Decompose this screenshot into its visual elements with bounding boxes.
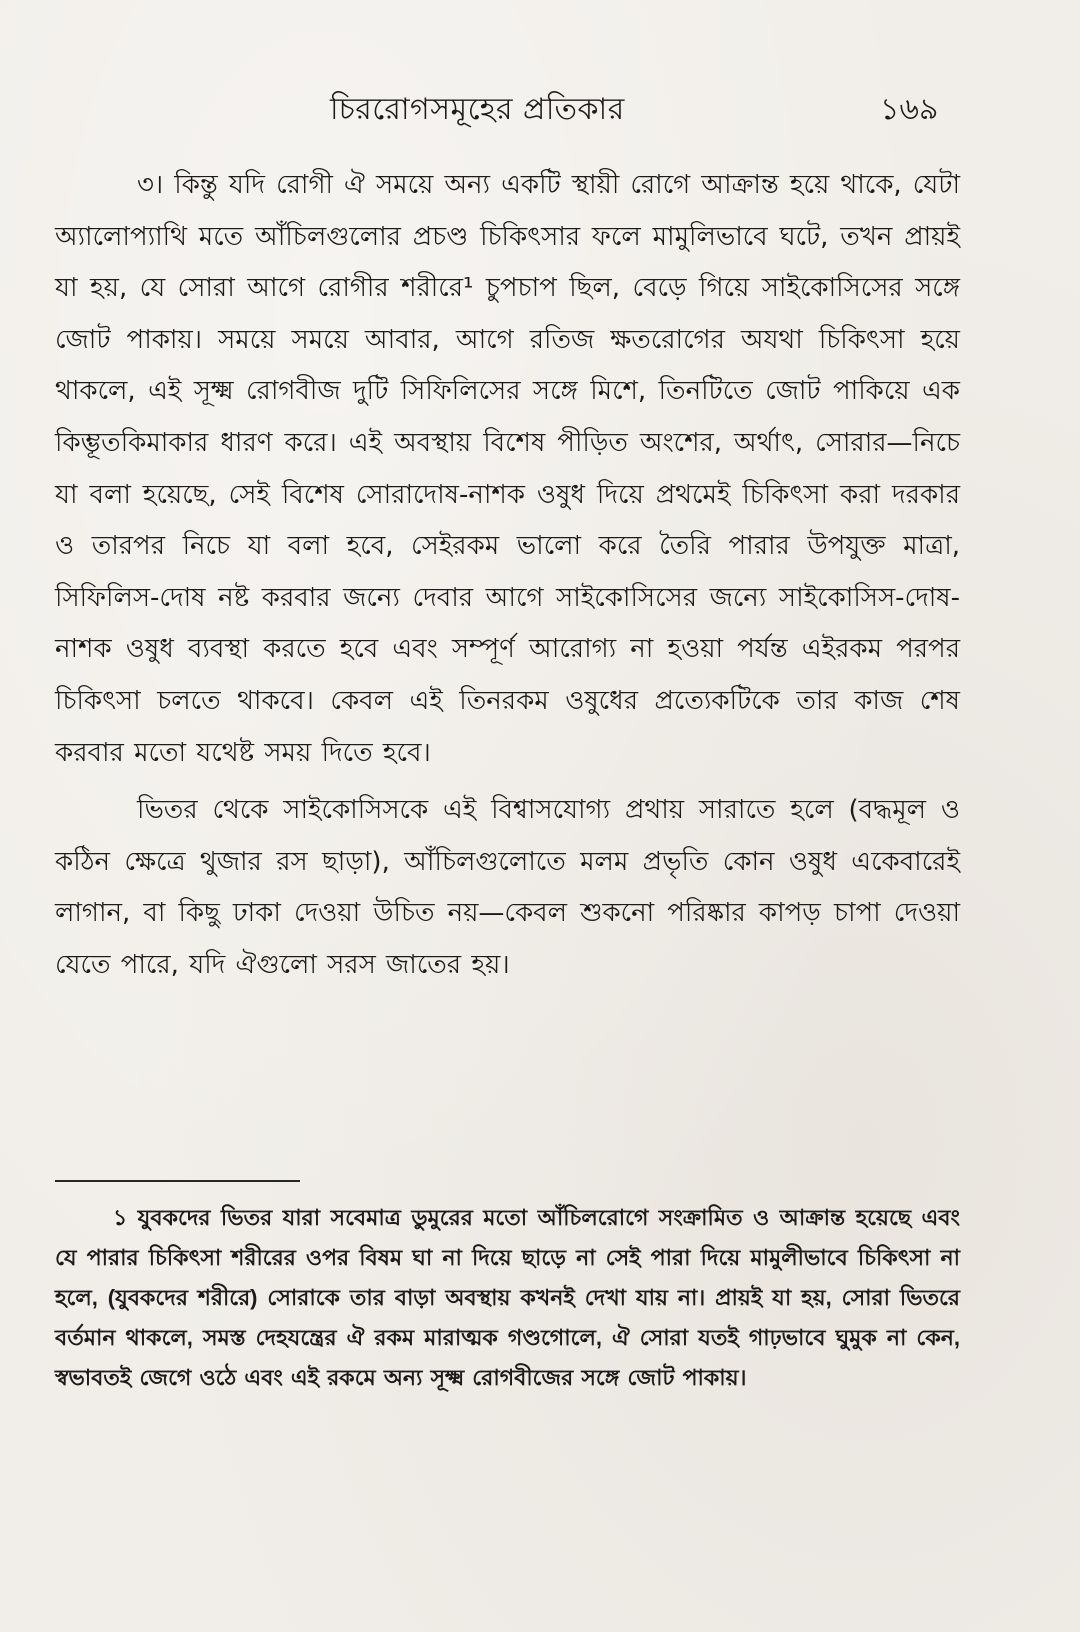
footnote: ১ যুবকদের ভিতর যারা সবেমাত্র ডুমুরের মতো আঁচিলরোগে সংক্রামিত ও আক্রান্ত হয়েছে এবং যে পারার চিকিৎসা শরীরের ওপর বিষম ঘা না দিয়ে ছাড়ে না সেই পারা দিয়ে মামুলীভাবে চিকিৎসা না হলে, (যুবকদের শরীরে) সোরাকে তার বাড়া অবস্থায় কখনই দেখা যায় না। প্রায়ই যা হয়, সোরা ভিতরে বর্তমান থাকলে, সমস্ত দেহযন্ত্রের ঐ রকম মারাত্মক গণ্ডগোলে, ঐ সোরা যতই গাঢ়ভাবে ঘুমুক না কেন, স্বভাবতই জেগে ওঠে এবং এই রকমে অন্য সূক্ষ্ম রোগবীজের সঙ্গে জোট পাকায়।: [55, 1205, 960, 1390]
footnote-separator: [55, 1180, 300, 1182]
paragraph: ৩। কিন্তু যদি রোগী ঐ সময়ে অন্য একটি স্থায়ী রোগে আক্রান্ত হয়ে থাকে, যেটা অ্যালোপ্যাথি মতে আঁচিলগুলোর প্রচণ্ড চিকিৎসার ফলে মামুলিভাবে ঘটে, তখন প্রায়ই যা হয়, যে সোরা আগে রোগীর শরীরে¹ চুপচাপ ছিল, বেড়ে গিয়ে সাইকোসিসের সঙ্গে জোট পাকায়। সময়ে সময়ে আবার, আগে রতিজ ক্ষতরোগের অযথা চিকিৎসা হয়ে থাকলে, এই সূক্ষ্ম রোগবীজ দুটি সিফিলিসের সঙ্গে মিশে, তিনটিতে জোট পাকিয়ে এক কিম্ভূতকিমাকার ধারণ করে। এই অবস্থায় বিশেষ পীড়িত অংশের, অর্থাৎ, সোরার—নিচে যা বলা হয়েছে, সেই বিশেষ সোরাদোষ-নাশক ওষুধ দিয়ে প্রথমেই চিকিৎসা করা দরকার ও তারপর নিচে যা বলা হবে, সেইরকম ভালো করে তৈরি পারার উপযুক্ত মাত্রা, সিফিলিস-দোষ নষ্ট করবার জন্যে দেবার আগে সাইকোসিসের জন্যে সাইকোসিস-দোষ-নাশক ওষুধ ব্যবস্থা করতে হবে এবং সম্পূর্ণ আরোগ্য না হওয়া পর্যন্ত এইরকম পরপর চিকিৎসা চলতে থাকবে। কেবল এই তিনরকম ওষুধের প্রত্যেকটিকে তার কাজ শেষ করবার মতো যথেষ্ট সময় দিতে হবে।: [55, 170, 960, 768]
body-text: [55, 160, 960, 992]
page-header: [0, 88, 1080, 138]
page-number: ১৬৯: [880, 92, 939, 127]
paragraph: ভিতর থেকে সাইকোসিসকে এই বিশ্বাসযোগ্য প্রথায় সারাতে হলে (বদ্ধমূল ও কঠিন ক্ষেত্রে থুজার রস ছাড়া), আঁচিলগুলোতে মলম প্রভৃতি কোন ওষুধ একেবারেই লাগান, বা কিছু ঢাকা দেওয়া উচিত নয়—কেবল শুকনো পরিষ্কার কাপড় চাপা দেওয়া যেতে পারে, যদি ঐগুলো সরস জাতের হয়।: [55, 795, 961, 980]
running-title: চিররোগসমূহের প্রতিকার: [330, 92, 625, 127]
